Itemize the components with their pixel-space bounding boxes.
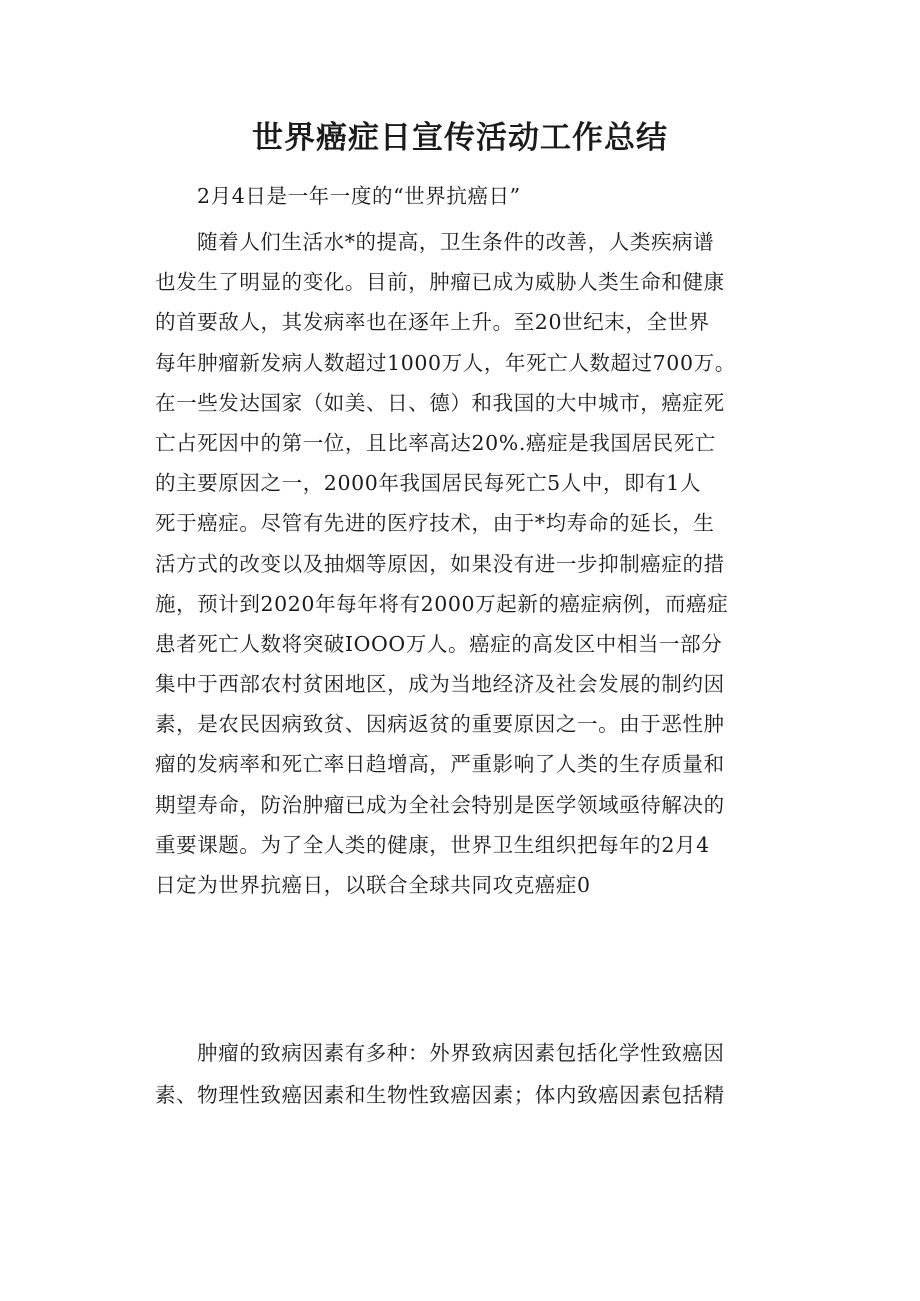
paragraph-line: 死于癌症。尽管有先进的医疗技术，由于*均寿命的延长，生 — [155, 511, 715, 536]
paragraph-intro — [155, 176, 775, 216]
paragraph-line: 素，是农民因病致贫、因病返贫的重要原因之一。由于恶性肿 — [155, 712, 725, 737]
paragraph-line: 的主要原因之一，2000年我国居民每死亡5人中，即有1人 — [155, 471, 702, 496]
paragraph-line: 活方式的改变以及抽烟等原因，如果没有进一步抑制癌症的措 — [155, 551, 725, 576]
paragraph-background — [155, 222, 775, 905]
paragraph-line: 期望寿命，防治肿瘤已成为全社会特别是医学领域亟待解决的 — [155, 792, 725, 817]
paragraph-line: 日定为世界抗癌日，以联合全球共同攻克癌症0 — [155, 873, 591, 897]
paragraph-line: 肿瘤的致病因素有多种：外界致病因素包括化学性致癌因 — [197, 1041, 725, 1065]
paragraph-line: 患者死亡人数将突破IOOO万人。癌症的高发区中相当一部分 — [155, 631, 723, 656]
document-title: 世界癌症日宣传活动工作总结 — [252, 120, 668, 156]
paragraph-line: 在一些发达国家（如美、日、德）和我国的大中城市，癌症死 — [155, 390, 725, 415]
paragraph-line: 重要课题。为了全人类的健康，世界卫生组织把每年的2月4 — [155, 832, 710, 857]
paragraph-line: 瘤的发病率和死亡率日趋增高，严重影响了人类的生存质量和 — [155, 752, 725, 777]
paragraph-line: 亡占死因中的第一位，且比率高达20%.癌症是我国居民死亡 — [155, 430, 716, 455]
paragraph-line: 施，预计到2020年每年将有2000万起新的癌症病例，而癌症 — [155, 591, 729, 616]
paragraph-line: 集中于西部农村贫困地区，成为当地经济及社会发展的制约因 — [155, 672, 725, 697]
paragraph-line: 也发生了明显的变化。目前，肿瘤已成为威胁人类生命和健康 — [155, 270, 725, 295]
paragraph-line: 素、物理性致癌因素和生物性致癌因素；体内致癌因素包括精 — [155, 1083, 725, 1107]
paragraph-line: 2月4日是一年一度的“世界抗癌日” — [197, 184, 521, 208]
paragraph-line: 的首要敌人，其发病率也在逐年上升。至20世纪末，全世界 — [155, 310, 710, 335]
paragraph-causes — [155, 1032, 775, 1116]
paragraph-line: 随着人们生活水*的提高，卫生条件的改善，人类疾病谱 — [197, 230, 715, 254]
paragraph-line: 每年肿瘤新发病人数超过1000万人，年死亡人数超过700万。 — [155, 350, 736, 375]
